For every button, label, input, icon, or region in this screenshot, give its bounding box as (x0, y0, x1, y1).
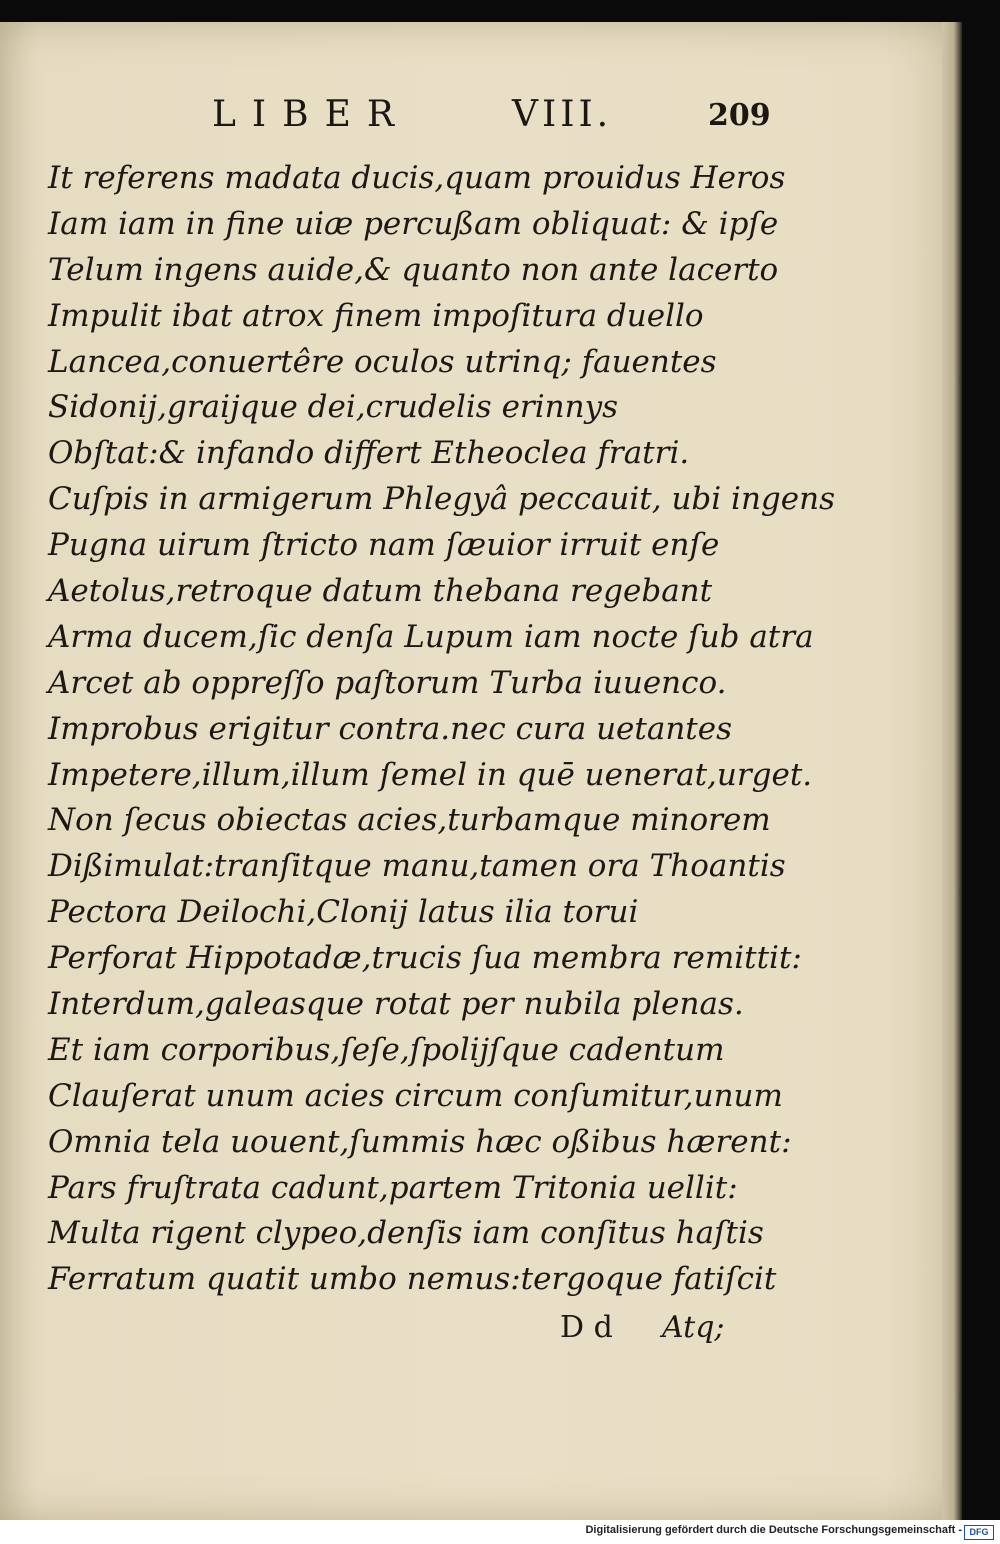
running-head (0, 82, 958, 142)
verse-line: Arma ducem,ſic denſa Lupum iam nocte ſub atra (48, 618, 814, 655)
verse-line: Omnia tela uouent,ſummis hæc oßibus hærent: (48, 1123, 792, 1160)
verse-line: Cuſpis in armigerum Phlegyâ peccauit, ubi ingens (48, 481, 835, 518)
verse-line: Pectora Deilochi,Clonij latus ilia torui (48, 894, 639, 931)
verse-line: Obſtat:& infando differt Etheoclea fratri. (48, 435, 690, 472)
verse-line: Improbus erigitur contra.nec cura uetantes (48, 710, 733, 747)
verse-line: Aetolus,retroque datum thebana regebant (48, 573, 713, 610)
verse-line: Impulit ibat atrox finem impoſitura duello (48, 297, 704, 334)
verse-line: Et iam corporibus,ſeſe,ſpolijſque cadentum (48, 1031, 725, 1068)
footer-bar (0, 1520, 1000, 1544)
verse-line: Non ſecus obiectas acies,turbamque minorem (48, 802, 771, 839)
verse-line: Perforat Hippotadæ,trucis ſua membra remittit: (48, 940, 802, 977)
dfg-logo-icon: DFG (964, 1525, 994, 1540)
verse-line: Lancea,conuertêre oculos utrinq; fauentes (48, 343, 717, 380)
verse-line: Telum ingens auide,& quanto non ante lacerto (48, 251, 779, 288)
verse-line: Iam iam in fine uiæ percußam obliquat: & ipſe (48, 205, 779, 242)
verse-line: Dißimulat:tranſitque manu,tamen ora Thoantis (48, 848, 786, 885)
page-edge-shadow (942, 22, 962, 1520)
running-head-liber: LIBER (212, 94, 410, 135)
verse-text (48, 156, 835, 1303)
verse-line: It referens madata ducis,quam prouidus Heros (48, 160, 786, 196)
signature-mark: D d (560, 1310, 613, 1345)
verse-line: Ferratum quatit umbo nemus:tergoque fatiſcit (48, 1261, 777, 1298)
verse-line: Multa rigent clypeo,denſis iam conſitus haſtis (48, 1215, 764, 1252)
funding-credit: Digitalisierung gefördert durch die Deutsche Forschungsgemeinschaft - (585, 1524, 962, 1536)
catchword: Atq; (662, 1310, 725, 1345)
folio-number: 209 (708, 98, 771, 133)
verse-line: Interdum,galeasque rotat per nubila plenas. (48, 986, 744, 1023)
verse-line: Arcet ab oppreſſo paſtorum Turba iuuenco. (48, 664, 727, 701)
verse-line: Sidonij,graijque dei,crudelis erinnys (48, 389, 619, 426)
verse-line: Impetere,illum,illum ſemel in quē uenerat,urget. (48, 756, 813, 793)
running-head-book-number: VIII. (512, 94, 613, 135)
book-page (0, 22, 958, 1520)
verse-line: Pars fruſtrata cadunt,partem Tritonia uellit: (48, 1169, 738, 1206)
verse-line: Pugna uirum ſtricto nam ſæuior irruit enſe (48, 527, 720, 564)
verse-line: Clauſerat unum acies circum conſumitur,unum (48, 1077, 783, 1114)
